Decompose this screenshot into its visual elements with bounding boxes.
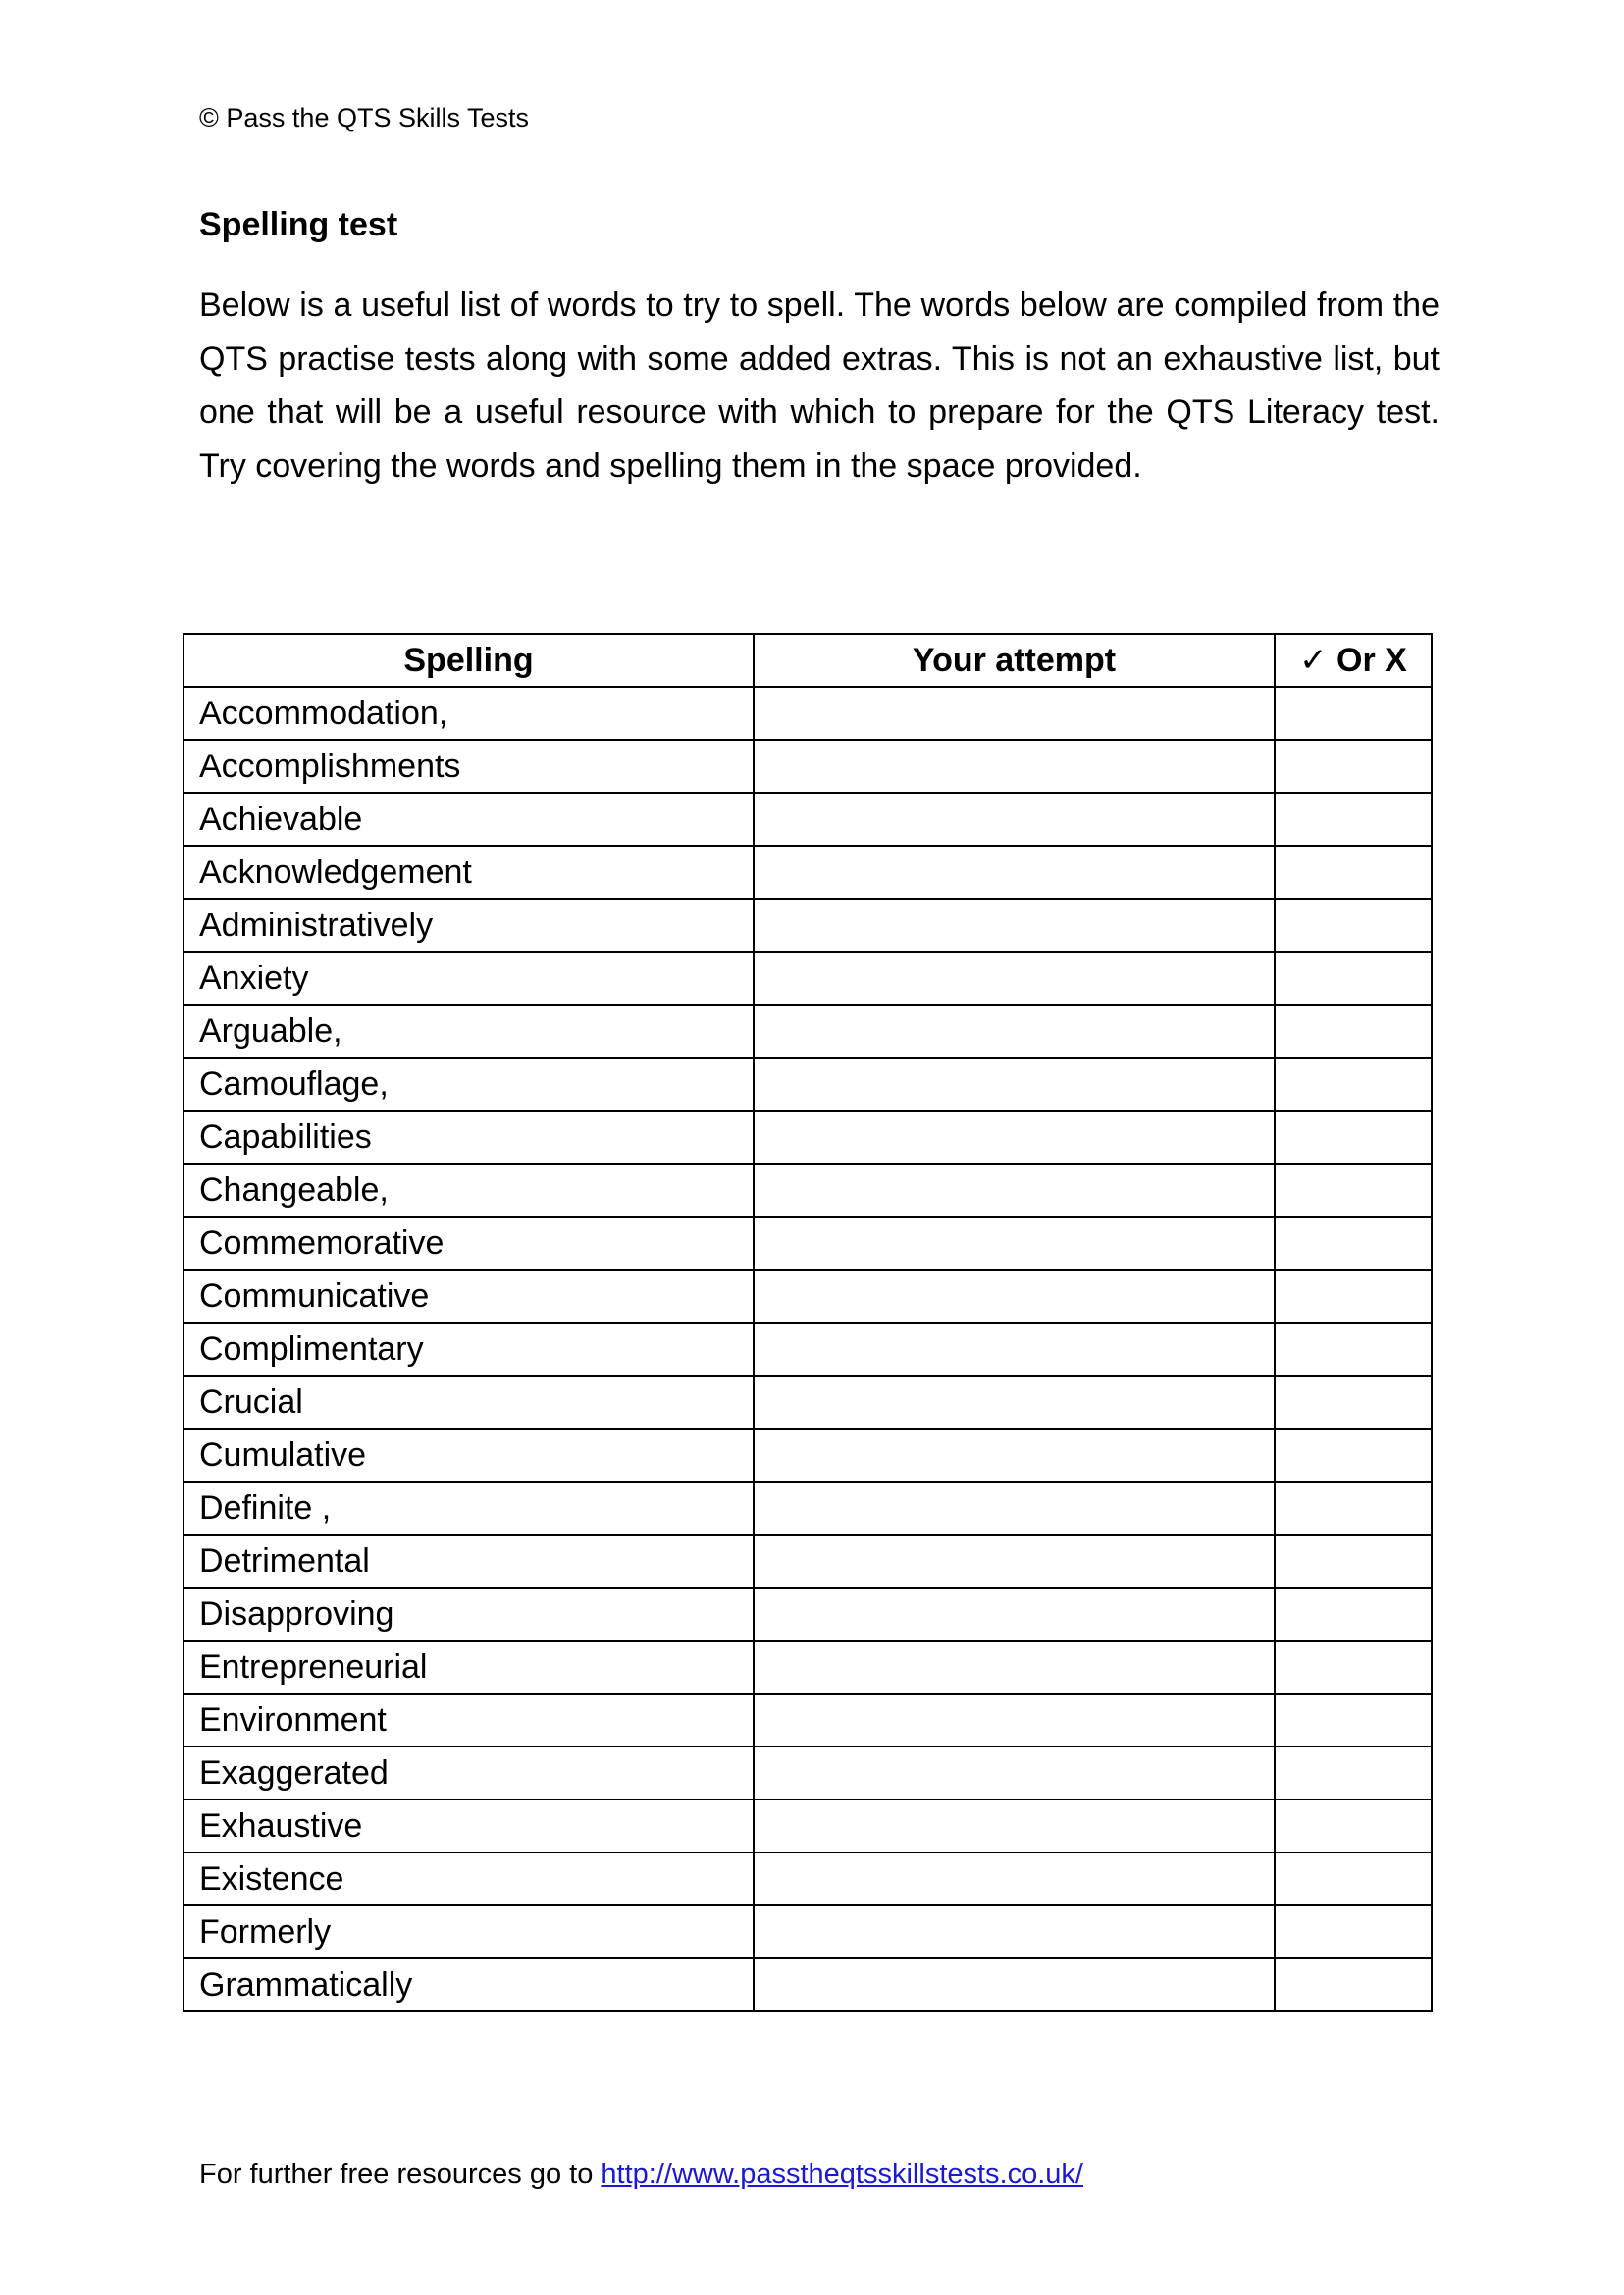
table-row bbox=[183, 1535, 1432, 1588]
attempt-cell[interactable] bbox=[754, 1376, 1275, 1429]
attempt-cell[interactable] bbox=[754, 1005, 1275, 1058]
table-row bbox=[183, 740, 1432, 793]
attempt-cell[interactable] bbox=[754, 846, 1275, 899]
attempt-cell[interactable] bbox=[754, 952, 1275, 1005]
check-or-x-cell[interactable] bbox=[1275, 1217, 1432, 1270]
spelling-word: Exhaustive bbox=[183, 1799, 754, 1852]
check-or-x-cell[interactable] bbox=[1275, 952, 1432, 1005]
attempt-cell[interactable] bbox=[754, 1747, 1275, 1799]
attempt-cell[interactable] bbox=[754, 1482, 1275, 1535]
table-row bbox=[183, 1958, 1432, 2011]
attempt-cell[interactable] bbox=[754, 1694, 1275, 1747]
table-row bbox=[183, 1852, 1432, 1905]
table-row bbox=[183, 687, 1432, 740]
spelling-word: Capabilities bbox=[183, 1111, 754, 1164]
spelling-word: Formerly bbox=[183, 1905, 754, 1958]
attempt-cell[interactable] bbox=[754, 1958, 1275, 2011]
table-row bbox=[183, 1799, 1432, 1852]
spelling-word: Cumulative bbox=[183, 1429, 754, 1482]
spelling-word: Exaggerated bbox=[183, 1747, 754, 1799]
check-or-x-cell[interactable] bbox=[1275, 1270, 1432, 1323]
attempt-cell[interactable] bbox=[754, 1535, 1275, 1588]
check-or-x-cell[interactable] bbox=[1275, 1005, 1432, 1058]
check-or-x-cell[interactable] bbox=[1275, 899, 1432, 952]
table-row bbox=[183, 1429, 1432, 1482]
table-row bbox=[183, 1376, 1432, 1429]
check-or-x-cell[interactable] bbox=[1275, 1164, 1432, 1217]
spelling-word: Definite , bbox=[183, 1482, 754, 1535]
attempt-cell[interactable] bbox=[754, 1217, 1275, 1270]
check-or-x-cell[interactable] bbox=[1275, 1111, 1432, 1164]
table-header-row bbox=[183, 634, 1432, 687]
column-header-your-attempt: Your attempt bbox=[754, 634, 1275, 687]
table-row bbox=[183, 1588, 1432, 1641]
check-or-x-cell[interactable] bbox=[1275, 1058, 1432, 1111]
attempt-cell[interactable] bbox=[754, 1164, 1275, 1217]
attempt-cell[interactable] bbox=[754, 1641, 1275, 1694]
check-or-x-cell[interactable] bbox=[1275, 1376, 1432, 1429]
table-row bbox=[183, 1217, 1432, 1270]
attempt-cell[interactable] bbox=[754, 1270, 1275, 1323]
table-row bbox=[183, 846, 1432, 899]
table-row bbox=[183, 1058, 1432, 1111]
page-title: Spelling test bbox=[199, 206, 398, 243]
attempt-cell[interactable] bbox=[754, 1799, 1275, 1852]
column-header-check-or-x: ✓ Or X bbox=[1275, 634, 1432, 687]
spelling-word: Existence bbox=[183, 1852, 754, 1905]
check-or-x-cell[interactable] bbox=[1275, 1641, 1432, 1694]
spelling-word: Administratively bbox=[183, 899, 754, 952]
attempt-cell[interactable] bbox=[754, 740, 1275, 793]
footer bbox=[199, 2156, 1083, 2193]
attempt-cell[interactable] bbox=[754, 1905, 1275, 1958]
table-row bbox=[183, 1005, 1432, 1058]
table-row bbox=[183, 1747, 1432, 1799]
check-or-x-cell[interactable] bbox=[1275, 1323, 1432, 1376]
check-or-x-cell[interactable] bbox=[1275, 1535, 1432, 1588]
spelling-word: Acknowledgement bbox=[183, 846, 754, 899]
check-or-x-cell[interactable] bbox=[1275, 1958, 1432, 2011]
check-or-x-cell[interactable] bbox=[1275, 740, 1432, 793]
check-or-x-cell[interactable] bbox=[1275, 1694, 1432, 1747]
table-row bbox=[183, 793, 1432, 846]
attempt-cell[interactable] bbox=[754, 1111, 1275, 1164]
spelling-word: Detrimental bbox=[183, 1535, 754, 1588]
attempt-cell[interactable] bbox=[754, 1429, 1275, 1482]
table-row bbox=[183, 1482, 1432, 1535]
spelling-table bbox=[183, 633, 1433, 2012]
table-row bbox=[183, 1270, 1432, 1323]
table-row bbox=[183, 1111, 1432, 1164]
table-row bbox=[183, 1323, 1432, 1376]
check-or-x-cell[interactable] bbox=[1275, 1747, 1432, 1799]
attempt-cell[interactable] bbox=[754, 1588, 1275, 1641]
spelling-word: Accommodation, bbox=[183, 687, 754, 740]
check-or-x-cell[interactable] bbox=[1275, 846, 1432, 899]
spelling-word: Complimentary bbox=[183, 1323, 754, 1376]
spelling-word: Entrepreneurial bbox=[183, 1641, 754, 1694]
check-or-x-cell[interactable] bbox=[1275, 793, 1432, 846]
check-or-x-cell[interactable] bbox=[1275, 1429, 1432, 1482]
table-row bbox=[183, 1641, 1432, 1694]
spelling-word: Accomplishments bbox=[183, 740, 754, 793]
spelling-word: Camouflage, bbox=[183, 1058, 754, 1111]
footer-link[interactable]: http://www.passtheqtsskillstests.co.uk/ bbox=[601, 2159, 1083, 2190]
check-or-x-cell[interactable] bbox=[1275, 1799, 1432, 1852]
copyright-notice: © Pass the QTS Skills Tests bbox=[199, 103, 529, 132]
spelling-word: Achievable bbox=[183, 793, 754, 846]
attempt-cell[interactable] bbox=[754, 687, 1275, 740]
check-or-x-cell[interactable] bbox=[1275, 1482, 1432, 1535]
check-or-x-cell[interactable] bbox=[1275, 687, 1432, 740]
attempt-cell[interactable] bbox=[754, 1323, 1275, 1376]
table-row bbox=[183, 952, 1432, 1005]
table-row bbox=[183, 899, 1432, 952]
check-or-x-cell[interactable] bbox=[1275, 1905, 1432, 1958]
table-row bbox=[183, 1694, 1432, 1747]
table-row bbox=[183, 1905, 1432, 1958]
attempt-cell[interactable] bbox=[754, 899, 1275, 952]
table-row bbox=[183, 1164, 1432, 1217]
attempt-cell[interactable] bbox=[754, 1852, 1275, 1905]
spelling-word: Commemorative bbox=[183, 1217, 754, 1270]
check-or-x-cell[interactable] bbox=[1275, 1852, 1432, 1905]
spelling-word: Changeable, bbox=[183, 1164, 754, 1217]
spelling-word: Anxiety bbox=[183, 952, 754, 1005]
spelling-word: Environment bbox=[183, 1694, 754, 1747]
attempt-cell[interactable] bbox=[754, 1058, 1275, 1111]
spelling-word: Arguable, bbox=[183, 1005, 754, 1058]
intro-paragraph: Below is a useful list of words to try to spell. The words below are compiled from the QTS practise tests along with some added extras. This is not an exhaustive list, but one that will be a useful resource with which to prepare for the QTS Literacy test. Try covering the words and spelling them in the space provided. bbox=[199, 287, 1440, 485]
attempt-cell[interactable] bbox=[754, 793, 1275, 846]
footer-text: For further free resources go to bbox=[199, 2159, 594, 2190]
spelling-word: Disapproving bbox=[183, 1588, 754, 1641]
spelling-word: Grammatically bbox=[183, 1958, 754, 2011]
column-header-spelling: Spelling bbox=[183, 634, 754, 687]
spelling-word: Crucial bbox=[183, 1376, 754, 1429]
check-or-x-cell[interactable] bbox=[1275, 1588, 1432, 1641]
table-body bbox=[183, 687, 1432, 2011]
spelling-word: Communicative bbox=[183, 1270, 754, 1323]
